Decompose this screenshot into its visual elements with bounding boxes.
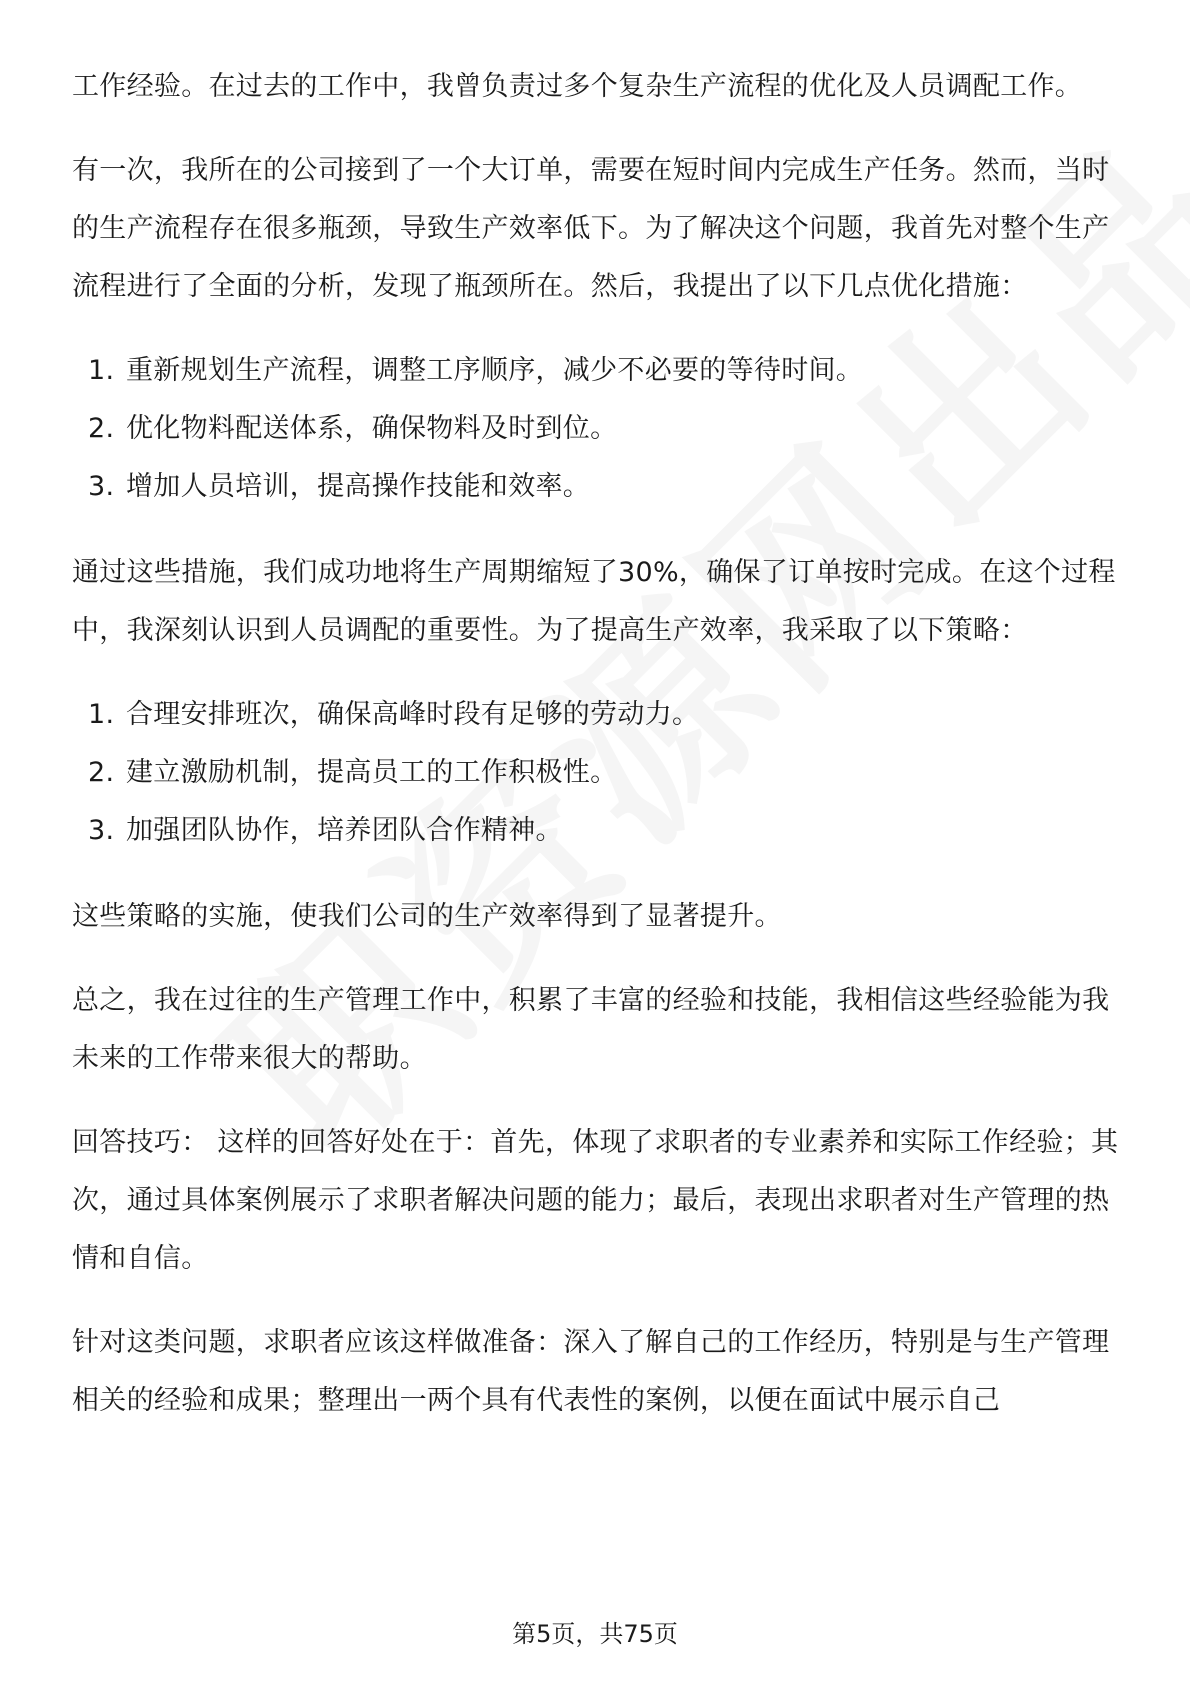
paragraph: 这些策略的实施，使我们公司的生产效率得到了显著提升。 (72, 901, 782, 932)
list-item-text: 重新规划生产流程，调整工序顺序，减少不必要的等待时间。 (126, 355, 864, 386)
answer-tip-paragraph: 回答技巧： 这样的回答好处在于：首先，体现了求职者的专业素养和实际工作经验；其次，通过具体案例展示了求职者解决问题的能力；最后，表现出求职者对生产管理的热情和自信。 (72, 1127, 1119, 1274)
list-number: 1. (88, 699, 115, 730)
list-item-text: 加强团队协作，培养团队合作精神。 (126, 815, 563, 846)
list-number: 2. (88, 413, 115, 444)
list-number: 1. (88, 355, 115, 386)
list-number: 3. (88, 471, 115, 502)
list-number: 3. (88, 815, 115, 846)
page-content (72, 58, 1122, 1456)
list-item (72, 400, 1122, 458)
strategy-list (72, 686, 1122, 860)
list-item (72, 686, 1122, 744)
list-item-text: 增加人员培训，提高操作技能和效率。 (126, 471, 591, 502)
list-item (72, 342, 1122, 400)
paragraph: 通过这些措施，我们成功地将生产周期缩短了30%，确保了订单按时完成。在这个过程中，我深刻认识到人员调配的重要性。为了提高生产效率，我采取了以下策略： (72, 557, 1116, 646)
list-item (72, 458, 1122, 516)
page-number: 第5页，共75页 (512, 1620, 678, 1648)
list-number: 2. (88, 757, 115, 788)
paragraph: 有一次，我所在的公司接到了一个大订单，需要在短时间内完成生产任务。然而，当时的生产流程存在很多瓶颈，导致生产效率低下。为了解决这个问题，我首先对整个生产流程进行了全面的分析，发现了瓶颈所在。然后，我提出了以下几点优化措施： (72, 155, 1110, 302)
optimization-list (72, 342, 1122, 516)
list-item-text: 建立激励机制，提高员工的工作积极性。 (126, 757, 618, 788)
paragraph: 针对这类问题，求职者应该这样做准备：深入了解自己的工作经历，特别是与生产管理相关的经验和成果；整理出一两个具有代表性的案例，以便在面试中展示自己 (72, 1327, 1110, 1416)
list-item (72, 744, 1122, 802)
paragraph: 总之，我在过往的生产管理工作中，积累了丰富的经验和技能，我相信这些经验能为我未来的工作带来很大的帮助。 (72, 985, 1110, 1074)
list-item (72, 802, 1122, 860)
list-item-text: 合理安排班次，确保高峰时段有足够的劳动力。 (126, 699, 700, 730)
paragraph: 工作经验。在过去的工作中，我曾负责过多个复杂生产流程的优化及人员调配工作。 (72, 71, 1083, 102)
list-item-text: 优化物料配送体系，确保物料及时到位。 (126, 413, 618, 444)
